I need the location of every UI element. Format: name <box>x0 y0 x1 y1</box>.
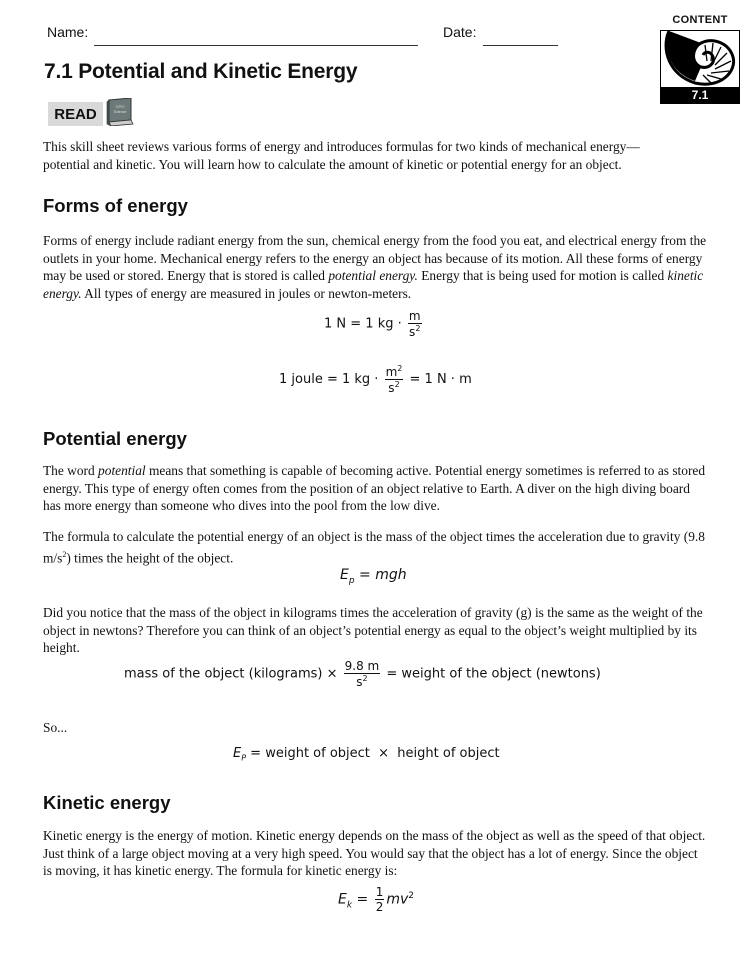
intro-line-1: This skill sheet reviews various forms of energy and introduces formulas for two kinds of mechanical energy— <box>43 139 640 154</box>
name-label: Name: <box>47 24 89 40</box>
intro-paragraph <box>43 138 708 173</box>
logo-label: CONTENT <box>672 14 728 26</box>
heading-forms-of-energy: Forms of energy <box>43 195 188 216</box>
equation-weight: mass of the object (kilograms) × $\frac{9.8 m}{s^2}$ = weight of the object (newtons) <box>124 659 601 689</box>
term-kinetic-energy: kinetic energy. <box>43 268 704 301</box>
fraction-9-8m-over-s2: $\frac{9.8 m}{s^2}$ <box>344 659 380 689</box>
fraction-m2-over-s2: $\frac{m^2}{s^2}$ <box>385 364 403 395</box>
so-text: So... <box>43 720 68 735</box>
book-text-1: CPO <box>115 104 125 109</box>
heading-kinetic-energy: Kinetic energy <box>43 792 171 813</box>
term-potential: potential <box>98 463 146 478</box>
content-logo <box>659 14 741 104</box>
potential-paragraph-2: The formula to calculate the potential energy of an object is the mass of the object times the acceleration due to gravity (9.8 $m/s^2$) times the height of the object. <box>43 529 705 565</box>
forms-paragraph: Forms of energy include radiant energy from the sun, chemical energy from the food you eat, and electrical energy from the outlets in your home. Mechanical energy refers to the energy an object has because of its motion. All these forms of energy may be used or stored. Energy that is stored is called potential energy. Energy that is being used for motion is called kinetic energy. All types of energy are measured in joules or newton-meters. <box>43 233 707 301</box>
logo-box <box>660 30 740 104</box>
book-icon <box>105 98 135 126</box>
formula-potential-energy: $E_p$ = mgh <box>340 567 407 586</box>
intro-line-2: potential and kinetic. You will learn how to calculate the amount of kinetic or potential energy for an object. <box>43 156 622 172</box>
nautilus-shell-icon <box>661 31 739 87</box>
fraction-one-half: $\frac{1}{2}$ <box>375 885 384 914</box>
book-text-2: Science <box>113 110 127 114</box>
equation-joule: 1 joule = 1 kg · $\frac{m^2}{s^2}$ = 1 N · m <box>279 364 472 395</box>
equation-ep-weight-height: $E_P$ = weight of object × height of object <box>233 746 500 763</box>
equation-newton: 1 N = 1 kg · $\frac{m}{s^2}$ <box>324 309 421 339</box>
fraction-m-over-s2: $\frac{m}{s^2}$ <box>408 309 421 339</box>
date-field-line[interactable] <box>483 45 558 46</box>
logo-number: 7.1 <box>661 87 739 103</box>
date-label: Date: <box>443 24 477 40</box>
potential-paragraph-3: Did you notice that the mass of the object in kilograms times the acceleration of gravity (g) is the same as the weight of the object in newtons? Therefore you can think of an object’s potential energy as equal to the object’s weight multiplied by its height. <box>43 605 703 655</box>
name-field-line[interactable] <box>94 45 418 46</box>
potential-paragraph-1: The word potential means that something is capable of becoming active. Potential energy sometimes is referred to as stored energy. This type of energy often comes from the position of an object relative to Earth. A diver on the high diving board has more energy than someone who dives into the pool from the low dive. <box>43 463 706 513</box>
formula-kinetic-energy: $E_k$ = $\frac{1}{2}$ $mv^2$ <box>338 885 415 914</box>
page-title: 7.1 Potential and Kinetic Energy <box>44 60 358 83</box>
term-potential-energy: potential energy. <box>328 268 418 283</box>
kinetic-paragraph: Kinetic energy is the energy of motion. Kinetic energy depends on the mass of the object as well as the speed of that object. Just think of a large object moving at a very high speed. You would say that the object has a lot of energy. Since the object is moving, it has kinetic energy. The formula for kinetic energy is: <box>43 828 706 878</box>
read-badge: READ <box>48 102 103 126</box>
heading-potential-energy: Potential energy <box>43 428 187 449</box>
